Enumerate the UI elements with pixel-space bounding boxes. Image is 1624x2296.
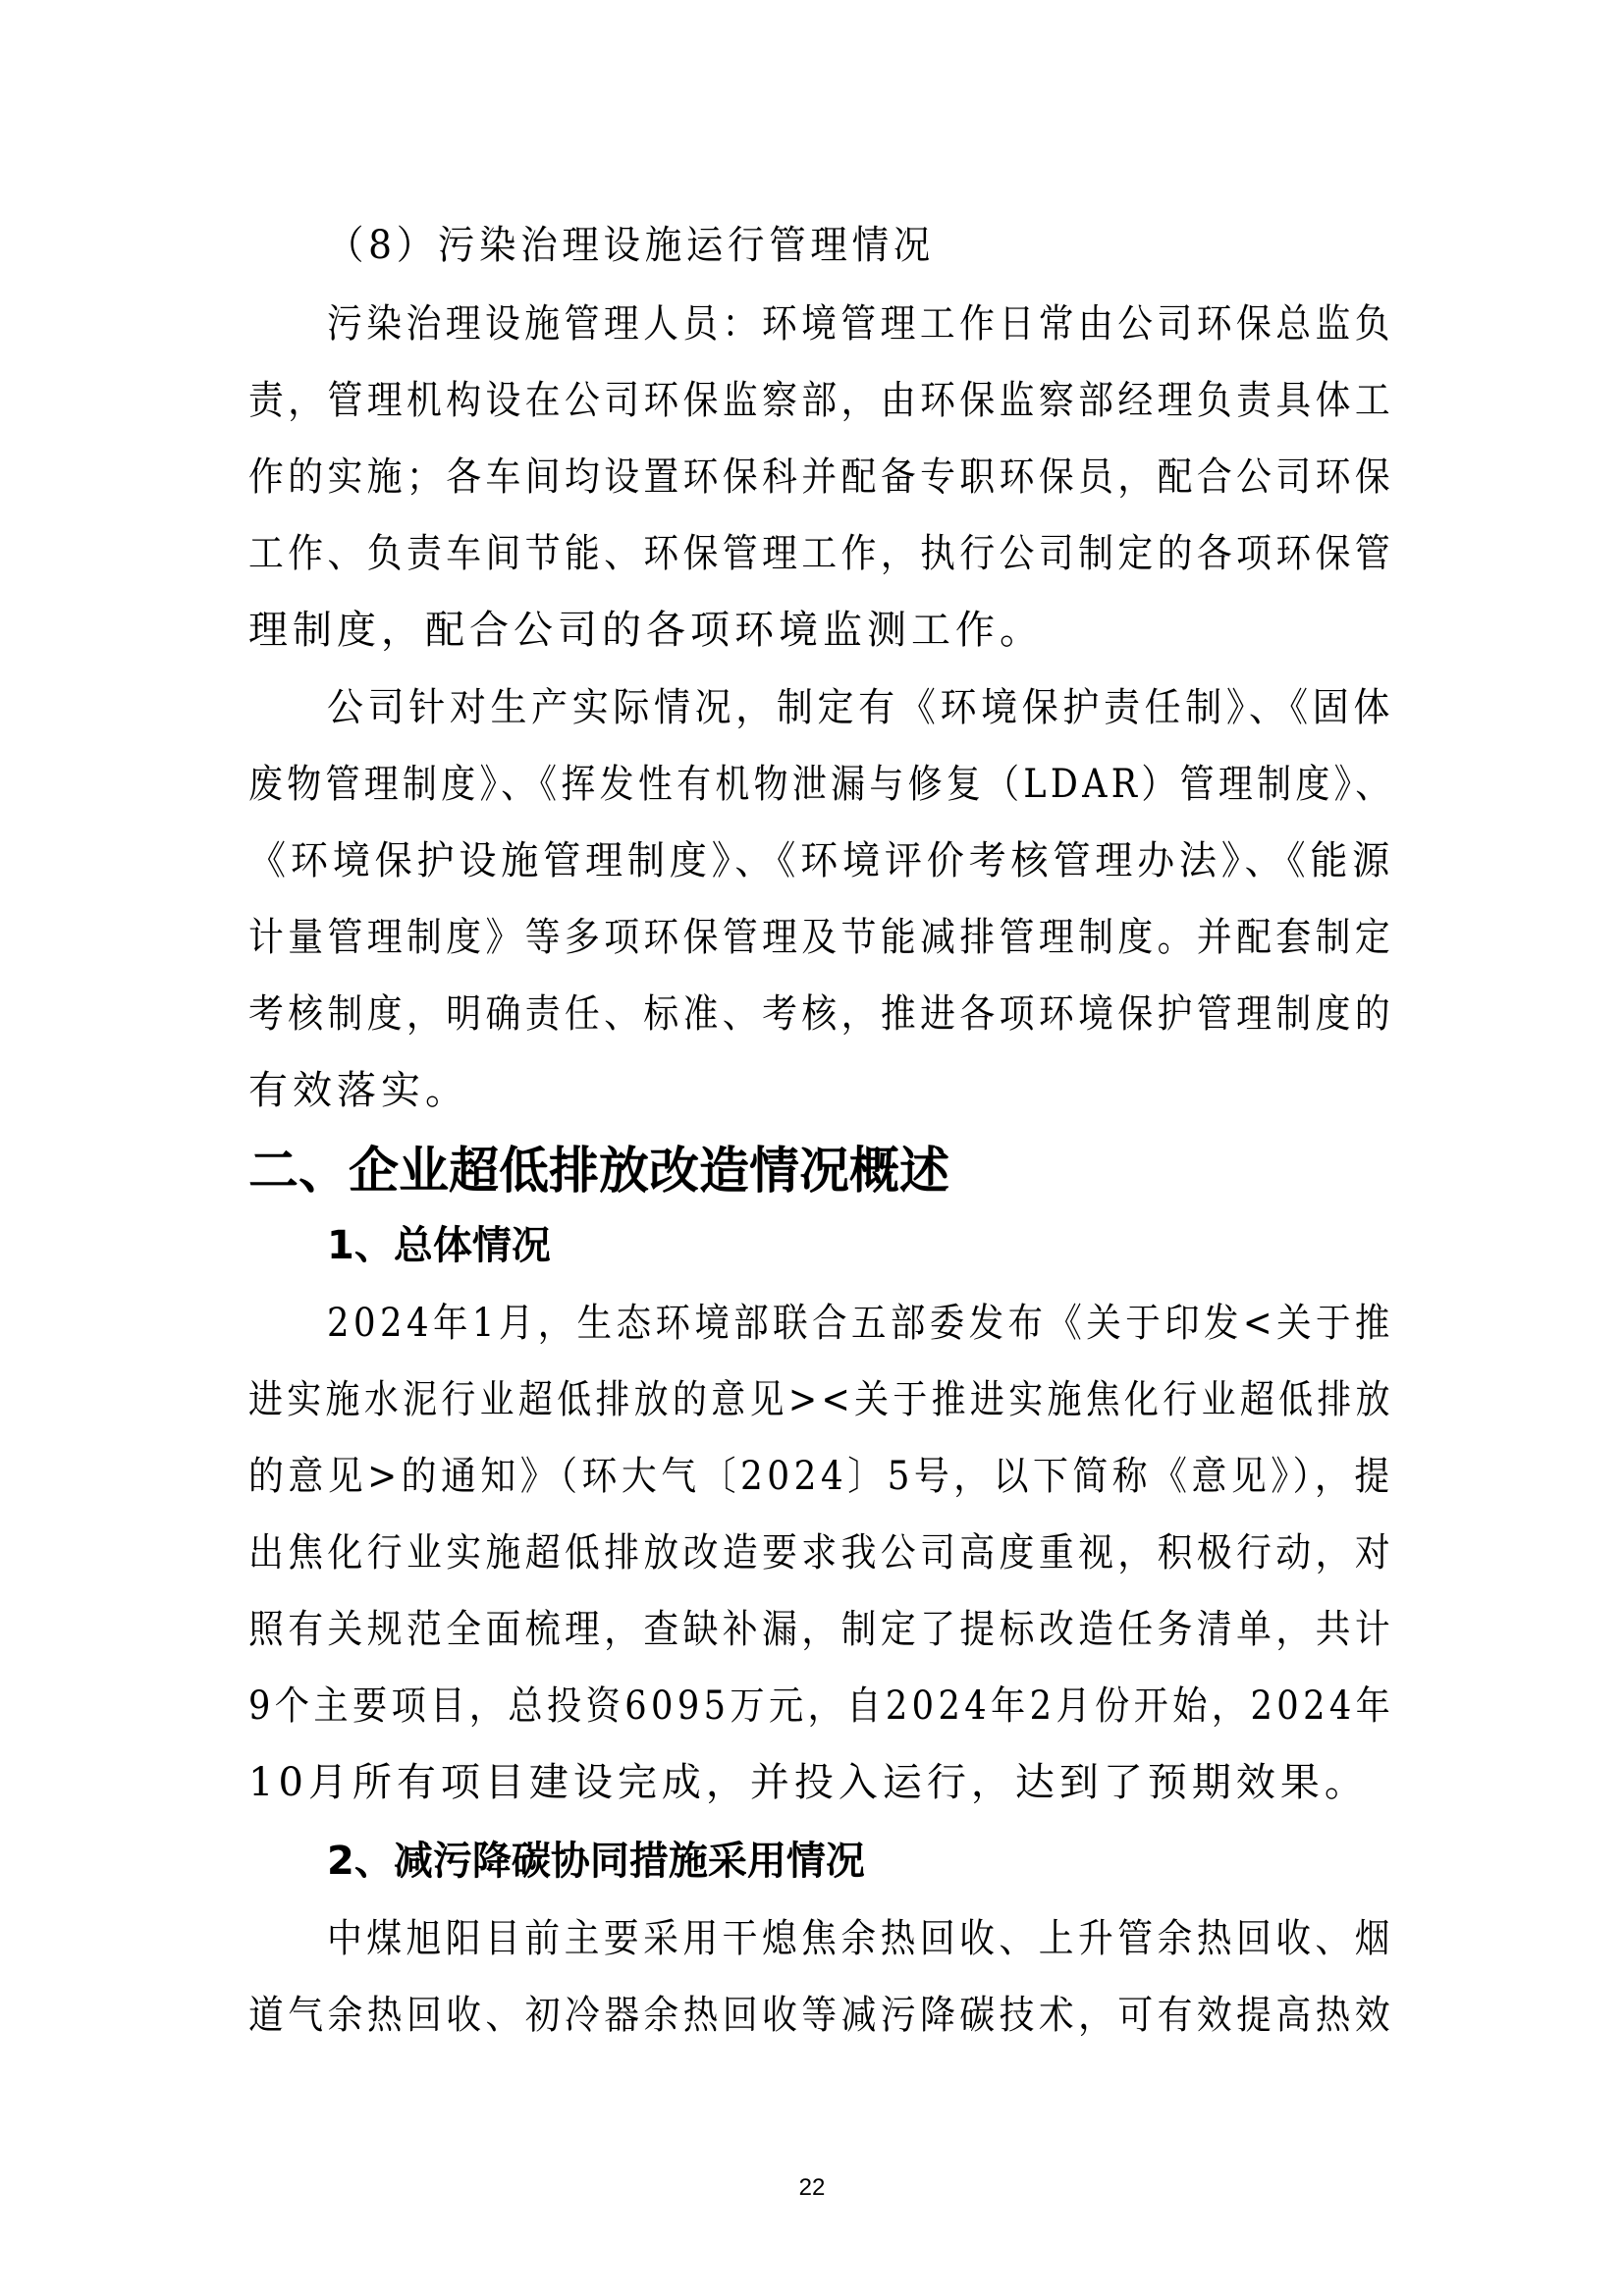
paragraph-line: 污染治理设施管理人员：环境管理工作日常由公司环保总监负 (327, 301, 1395, 347)
paragraph-line: 《环境保护设施管理制度》、《环境评价考核管理办法》、《能源 (248, 838, 1395, 883)
paragraph-line: 道气余热回收、初冷器余热回收等减污降碳技术，可有效提高热效 (248, 1993, 1395, 2038)
paragraph-line: 考核制度，明确责任、标准、考核，推进各项环境保护管理制度的 (248, 991, 1395, 1037)
paragraph-line: 有效落实。 (248, 1068, 469, 1113)
paragraph-line: 公司针对生产实际情况，制定有《环境保护责任制》、《固体 (327, 685, 1394, 730)
section-8-heading: （8）污染治理设施运行管理情况 (327, 223, 935, 268)
paragraph-line: 工作、负责车间节能、环保管理工作，执行公司制定的各项环保管 (248, 531, 1395, 576)
subsection-1-heading: 1、总体情况 (327, 1223, 551, 1268)
paragraph-line: 理制度，配合公司的各项环境监测工作。 (248, 608, 1044, 653)
page-number: 22 (798, 2174, 826, 2201)
paragraph-line: 中煤旭阳目前主要采用干熄焦余热回收、上升管余热回收、烟 (327, 1916, 1395, 1961)
subsection-2-heading: 2、减污降碳协同措施采用情况 (327, 1839, 865, 1884)
chapter-2-heading: 二、企业超低排放改造情况概述 (248, 1143, 950, 1201)
paragraph-line: 2024年1月，生态环境部联合五部委发布《关于印发<关于推 (327, 1301, 1394, 1346)
paragraph-line: 作的实施；各车间均设置环保科并配备专职环保员，配合公司环保 (248, 454, 1395, 500)
paragraph-line: 9个主要项目，总投资6095万元，自2024年2月份开始，2024年 (248, 1683, 1395, 1729)
paragraph-line: 10月所有项目建设完成，并投入运行，达到了预期效果。 (248, 1760, 1369, 1805)
paragraph-line: 进实施水泥行业超低排放的意见><关于推进实施焦化行业超低排放 (248, 1377, 1394, 1422)
paragraph-line: 计量管理制度》等多项环保管理及节能减排管理制度。并配套制定 (248, 915, 1395, 960)
paragraph-line: 照有关规范全面梳理，查缺补漏，制定了提标改造任务清单，共计 (248, 1607, 1395, 1652)
paragraph-line: 出焦化行业实施超低排放改造要求我公司高度重视，积极行动，对 (248, 1530, 1395, 1575)
paragraph-line: 责，管理机构设在公司环保监察部，由环保监察部经理负责具体工 (248, 378, 1395, 423)
paragraph-line: 的意见>的通知》（环大气〔2024〕5号，以下简称《意见》），提 (248, 1454, 1394, 1499)
paragraph-line: 废物管理制度》、《挥发性有机物泄漏与修复（LDAR）管理制度》、 (248, 762, 1394, 807)
